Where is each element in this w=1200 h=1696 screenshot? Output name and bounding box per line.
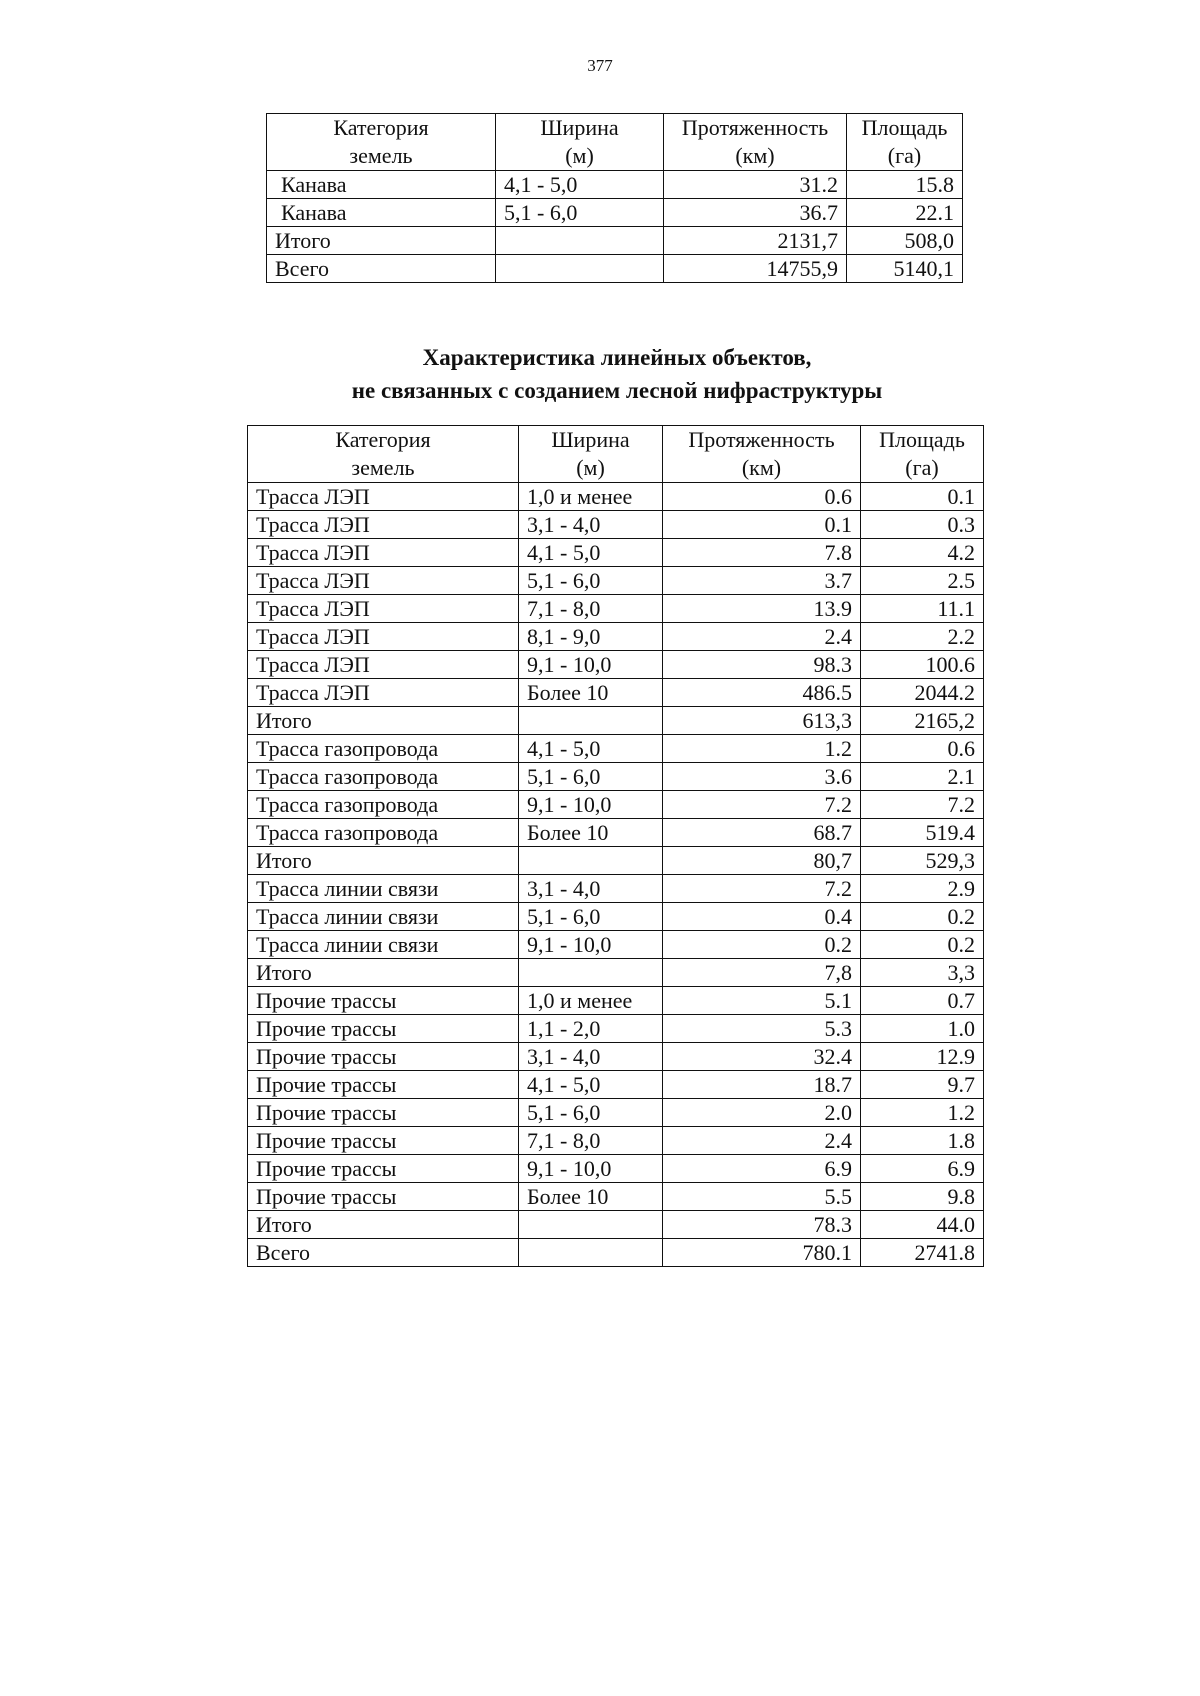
cell-length: 2131,7: [664, 227, 847, 255]
cell-length: 68.7: [663, 819, 861, 847]
cell-category: Трасса ЛЭП: [248, 623, 519, 651]
header-category: Категория земель: [248, 426, 519, 483]
table-header-row: [248, 426, 984, 483]
table-row: [248, 707, 984, 735]
header-length: Протяженность (км): [663, 426, 861, 483]
cell-width: 9,1 - 10,0: [519, 931, 663, 959]
table-row: [267, 171, 963, 199]
table-row: [267, 255, 963, 283]
cell-area: 1.2: [861, 1099, 984, 1127]
cell-category: Трасса ЛЭП: [248, 679, 519, 707]
cell-length: 18.7: [663, 1071, 861, 1099]
cell-length: 0.2: [663, 931, 861, 959]
cell-category: Прочие трассы: [248, 1183, 519, 1211]
cell-area: 100.6: [861, 651, 984, 679]
cell-length: 613,3: [663, 707, 861, 735]
table-row: [248, 539, 984, 567]
cell-area: 4.2: [861, 539, 984, 567]
table-row: [248, 1239, 984, 1267]
cell-width: [519, 847, 663, 875]
table-row: [248, 1015, 984, 1043]
table-row: [248, 959, 984, 987]
cell-category: Итого: [248, 847, 519, 875]
cell-width: [519, 1239, 663, 1267]
header-width: Ширина (м): [519, 426, 663, 483]
table-row: [248, 483, 984, 511]
cell-area: 0.7: [861, 987, 984, 1015]
cell-category: Итого: [248, 707, 519, 735]
cell-width: 5,1 - 6,0: [519, 763, 663, 791]
table-row: [248, 791, 984, 819]
cell-category: Трасса линии связи: [248, 931, 519, 959]
cell-width: [496, 227, 664, 255]
cell-length: 80,7: [663, 847, 861, 875]
cell-area: 1.8: [861, 1127, 984, 1155]
cell-width: 3,1 - 4,0: [519, 875, 663, 903]
cell-category: Трасса ЛЭП: [248, 651, 519, 679]
table-canals: [266, 113, 963, 283]
cell-category: Итого: [267, 227, 496, 255]
cell-width: 4,1 - 5,0: [519, 1071, 663, 1099]
cell-width: 4,1 - 5,0: [519, 735, 663, 763]
cell-width: 1,0 и менее: [519, 483, 663, 511]
header-width: Ширина (м): [496, 114, 664, 171]
cell-width: 9,1 - 10,0: [519, 651, 663, 679]
cell-length: 13.9: [663, 595, 861, 623]
header-area: Площадь (га): [847, 114, 963, 171]
cell-area: 0.1: [861, 483, 984, 511]
cell-width: 3,1 - 4,0: [519, 1043, 663, 1071]
table-row: [248, 875, 984, 903]
cell-length: 7.2: [663, 875, 861, 903]
cell-area: 44.0: [861, 1211, 984, 1239]
section-title-line-2: не связанных с созданием лесной нифраструктуры: [351, 378, 883, 403]
table-row: [248, 987, 984, 1015]
cell-length: 78.3: [663, 1211, 861, 1239]
cell-category: Всего: [267, 255, 496, 283]
header-length: Протяженность (км): [664, 114, 847, 171]
cell-area: 5140,1: [847, 255, 963, 283]
cell-width: 5,1 - 6,0: [519, 903, 663, 931]
table-row: [267, 227, 963, 255]
cell-length: 6.9: [663, 1155, 861, 1183]
section-title-line-1: Характеристика линейных объектов,: [422, 345, 812, 370]
header-area: Площадь (га): [861, 426, 984, 483]
table-row: [248, 763, 984, 791]
cell-category: Прочие трассы: [248, 1015, 519, 1043]
table-linear-objects: [247, 425, 984, 1267]
cell-length: 32.4: [663, 1043, 861, 1071]
cell-category: Итого: [248, 959, 519, 987]
cell-category: Прочие трассы: [248, 1099, 519, 1127]
cell-length: 36.7: [664, 199, 847, 227]
header-category: Категория земель: [267, 114, 496, 171]
cell-width: [519, 707, 663, 735]
section-title: [0, 341, 1200, 407]
table-row: [248, 1183, 984, 1211]
cell-category: Итого: [248, 1211, 519, 1239]
cell-category: Трасса ЛЭП: [248, 511, 519, 539]
table-row: [248, 651, 984, 679]
cell-area: 9.7: [861, 1071, 984, 1099]
cell-length: 486.5: [663, 679, 861, 707]
cell-category: Трасса ЛЭП: [248, 567, 519, 595]
table-row: [248, 735, 984, 763]
table-row: [248, 511, 984, 539]
cell-width: 3,1 - 4,0: [519, 511, 663, 539]
cell-width: 5,1 - 6,0: [519, 567, 663, 595]
cell-area: 0.6: [861, 735, 984, 763]
cell-length: 7,8: [663, 959, 861, 987]
cell-area: 529,3: [861, 847, 984, 875]
cell-width: 5,1 - 6,0: [519, 1099, 663, 1127]
cell-category: Прочие трассы: [248, 1127, 519, 1155]
cell-length: 3.7: [663, 567, 861, 595]
cell-area: 7.2: [861, 791, 984, 819]
cell-length: 2.0: [663, 1099, 861, 1127]
cell-length: 0.4: [663, 903, 861, 931]
cell-width: [496, 255, 664, 283]
cell-length: 7.2: [663, 791, 861, 819]
cell-area: 3,3: [861, 959, 984, 987]
cell-length: 31.2: [664, 171, 847, 199]
cell-length: 2.4: [663, 1127, 861, 1155]
cell-area: 2.9: [861, 875, 984, 903]
cell-area: 11.1: [861, 595, 984, 623]
cell-length: 14755,9: [664, 255, 847, 283]
cell-length: 780.1: [663, 1239, 861, 1267]
cell-category: Трасса газопровода: [248, 819, 519, 847]
cell-width: 7,1 - 8,0: [519, 1127, 663, 1155]
cell-category: Трасса газопровода: [248, 763, 519, 791]
cell-width: 4,1 - 5,0: [519, 539, 663, 567]
cell-area: 0.3: [861, 511, 984, 539]
cell-width: 4,1 - 5,0: [496, 171, 664, 199]
cell-width: Более 10: [519, 1183, 663, 1211]
cell-length: 3.6: [663, 763, 861, 791]
cell-length: 2.4: [663, 623, 861, 651]
cell-area: 6.9: [861, 1155, 984, 1183]
table-row: [248, 623, 984, 651]
cell-area: 2044.2: [861, 679, 984, 707]
cell-area: 15.8: [847, 171, 963, 199]
cell-length: 0.1: [663, 511, 861, 539]
table-row: [248, 1099, 984, 1127]
cell-category: Трасса ЛЭП: [248, 483, 519, 511]
cell-area: 9.8: [861, 1183, 984, 1211]
cell-category: Трасса ЛЭП: [248, 539, 519, 567]
table-row: [248, 903, 984, 931]
cell-length: 7.8: [663, 539, 861, 567]
table-row: [248, 1127, 984, 1155]
table-row: [248, 1211, 984, 1239]
cell-width: [519, 959, 663, 987]
cell-length: 5.5: [663, 1183, 861, 1211]
cell-area: 12.9: [861, 1043, 984, 1071]
cell-length: 5.3: [663, 1015, 861, 1043]
table-row: [248, 679, 984, 707]
cell-category: Трасса ЛЭП: [248, 595, 519, 623]
table-row: [248, 931, 984, 959]
cell-category: Прочие трассы: [248, 1071, 519, 1099]
table-row: [248, 847, 984, 875]
page-number: 377: [587, 56, 613, 75]
cell-category: Прочие трассы: [248, 1043, 519, 1071]
cell-length: 5.1: [663, 987, 861, 1015]
cell-area: 2.2: [861, 623, 984, 651]
table-row: [248, 595, 984, 623]
cell-width: Более 10: [519, 679, 663, 707]
cell-width: [519, 1211, 663, 1239]
cell-area: 22.1: [847, 199, 963, 227]
cell-width: Более 10: [519, 819, 663, 847]
table-row: [267, 199, 963, 227]
cell-category: Трасса газопровода: [248, 735, 519, 763]
table-row: [248, 819, 984, 847]
cell-width: 1,1 - 2,0: [519, 1015, 663, 1043]
cell-area: 519.4: [861, 819, 984, 847]
cell-area: 508,0: [847, 227, 963, 255]
cell-area: 2.5: [861, 567, 984, 595]
cell-area: 2165,2: [861, 707, 984, 735]
cell-width: 9,1 - 10,0: [519, 1155, 663, 1183]
cell-length: 1.2: [663, 735, 861, 763]
cell-category: Канава: [267, 171, 496, 199]
cell-width: 1,0 и менее: [519, 987, 663, 1015]
cell-area: 2741.8: [861, 1239, 984, 1267]
cell-category: Всего: [248, 1239, 519, 1267]
cell-length: 0.6: [663, 483, 861, 511]
cell-category: Канава: [267, 199, 496, 227]
cell-area: 1.0: [861, 1015, 984, 1043]
table-header-row: [267, 114, 963, 171]
cell-category: Прочие трассы: [248, 987, 519, 1015]
cell-width: 7,1 - 8,0: [519, 595, 663, 623]
cell-category: Трасса газопровода: [248, 791, 519, 819]
table-row: [248, 567, 984, 595]
table-row: [248, 1043, 984, 1071]
cell-category: Трасса линии связи: [248, 875, 519, 903]
cell-area: 0.2: [861, 903, 984, 931]
cell-area: 0.2: [861, 931, 984, 959]
table-row: [248, 1155, 984, 1183]
cell-width: 9,1 - 10,0: [519, 791, 663, 819]
cell-width: 8,1 - 9,0: [519, 623, 663, 651]
cell-category: Прочие трассы: [248, 1155, 519, 1183]
table-row: [248, 1071, 984, 1099]
cell-area: 2.1: [861, 763, 984, 791]
cell-category: Трасса линии связи: [248, 903, 519, 931]
cell-width: 5,1 - 6,0: [496, 199, 664, 227]
cell-length: 98.3: [663, 651, 861, 679]
